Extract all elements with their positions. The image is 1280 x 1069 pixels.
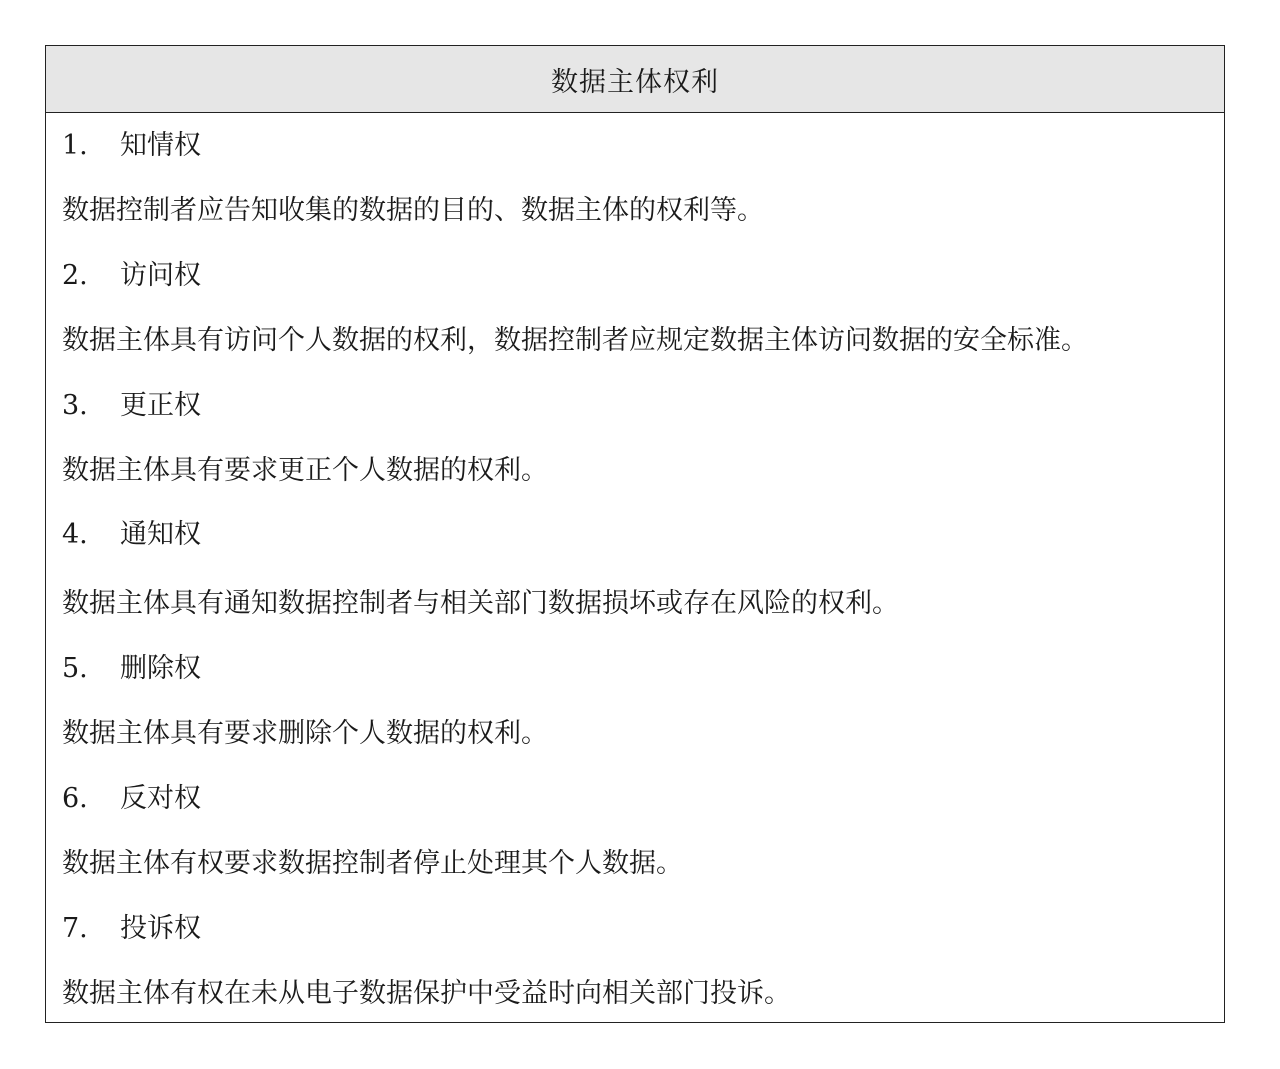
item-heading [62,518,201,552]
item-number: 3. [62,390,88,421]
item-heading [62,129,201,163]
item-description: 数据主体具有要求删除个人数据的权利。 [62,718,548,749]
table-title: 数据主体权利 [46,46,1224,113]
item-name: 更正权 [120,390,201,421]
item-number: 4. [62,519,88,550]
item-description: 数据主体具有要求更正个人数据的权利。 [62,455,548,486]
item-heading [62,782,201,816]
item-heading [62,912,201,946]
item-heading [62,259,201,293]
item-description: 数据主体有权在未从电子数据保护中受益时向相关部门投诉。 [62,978,791,1009]
item-heading [62,652,201,686]
item-number: 1. [62,130,88,161]
rights-table [45,45,1225,1023]
item-description: 数据主体具有通知数据控制者与相关部门数据损坏或存在风险的权利。 [62,588,899,619]
item-number: 6. [62,783,88,814]
item-name: 访问权 [120,260,201,291]
item-description: 数据控制者应告知收集的数据的目的、数据主体的权利等。 [62,195,764,226]
item-number: 7. [62,913,88,944]
item-heading [62,389,201,423]
item-name: 投诉权 [120,913,201,944]
item-description: 数据主体有权要求数据控制者停止处理其个人数据。 [62,848,683,879]
item-number: 2. [62,260,88,291]
item-name: 知情权 [120,130,201,161]
item-description: 数据主体具有访问个人数据的权利，数据控制者应规定数据主体访问数据的安全标准。 [62,325,1088,356]
item-number: 5. [62,653,88,684]
item-name: 反对权 [120,783,201,814]
item-name: 通知权 [120,519,201,550]
item-name: 删除权 [120,653,201,684]
